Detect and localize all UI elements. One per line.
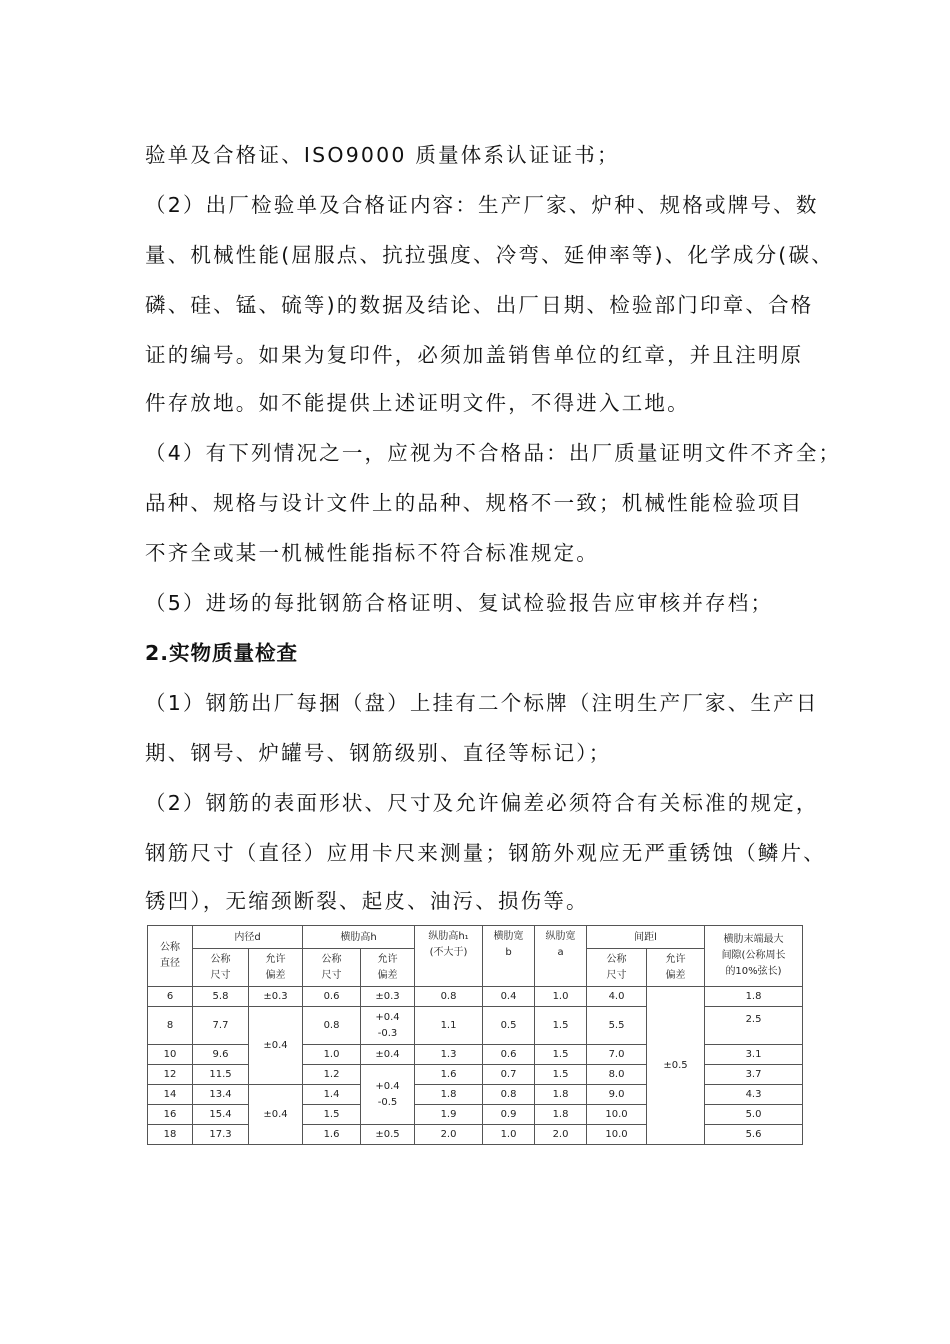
cell-diameter: 8 (148, 1007, 193, 1045)
cell-h1: 2.0 (415, 1125, 483, 1145)
cell-h1: 1.8 (415, 1085, 483, 1105)
cell-inner: 7.7 (193, 1007, 249, 1045)
cell-h: 0.6 (303, 987, 361, 1007)
header-inner-diameter: 内径d (193, 926, 303, 949)
cell-inner-tol-merged: ±0.4 (249, 1007, 303, 1085)
paragraph-line: （5）进场的每批钢筋合格证明、复试检验报告应审核并存档； (145, 591, 774, 615)
header-gap: 横肋末端最大 间隙(公称周长 的10%弦长) (705, 926, 803, 987)
cell-h: 1.2 (303, 1065, 361, 1085)
paragraph-line: 钢筋尺寸（直径）应用卡尺来测量；钢筋外观应无严重锈蚀（鳞片、 (145, 841, 826, 865)
header-tolerance: 允许 偏差 (647, 949, 705, 987)
paragraph-line: 品种、规格与设计文件上的品种、规格不一致；机械性能检验项目 (145, 491, 804, 515)
cell-h-tol: ±0.5 (361, 1125, 415, 1145)
table-row (148, 1065, 803, 1085)
cell-a: 1.5 (535, 1007, 587, 1045)
table-row (148, 1045, 803, 1065)
paragraph-line: 量、机械性能(屈服点、抗拉强度、冷弯、延伸率等)、化学成分(碳、 (145, 243, 834, 267)
cell-diameter: 6 (148, 987, 193, 1007)
cell-h: 1.5 (303, 1105, 361, 1125)
paragraph-line: 期、钢号、炉罐号、钢筋级别、直径等标记）； (145, 741, 612, 765)
cell-h1: 1.3 (415, 1045, 483, 1065)
paragraph-line: 磷、硅、锰、硫等)的数据及结论、出厂日期、检验部门印章、合格 (145, 293, 814, 317)
cell-gap: 5.0 (705, 1105, 803, 1125)
table-row (148, 987, 803, 1007)
header-nominal-size: 公称 尺寸 (587, 949, 647, 987)
cell-a: 1.8 (535, 1105, 587, 1125)
cell-gap: 2.5 (705, 1007, 803, 1045)
cell-diameter: 14 (148, 1085, 193, 1105)
cell-b: 1.0 (483, 1125, 535, 1145)
cell-a: 1.5 (535, 1065, 587, 1085)
cell-b: 0.9 (483, 1105, 535, 1125)
header-nominal-size: 公称 尺寸 (193, 949, 249, 987)
cell-b: 0.8 (483, 1085, 535, 1105)
cell-l: 4.0 (587, 987, 647, 1007)
cell-b: 0.5 (483, 1007, 535, 1045)
paragraph-line: （2）钢筋的表面形状、尺寸及允许偏差必须符合有关标准的规定， (145, 791, 819, 815)
header-tolerance: 允许 偏差 (249, 949, 303, 987)
cell-gap: 5.6 (705, 1125, 803, 1145)
cell-a: 1.5 (535, 1045, 587, 1065)
cell-h: 1.4 (303, 1085, 361, 1105)
paragraph-line: （2）出厂检验单及合格证内容：生产厂家、炉种、规格或牌号、数 (145, 193, 819, 217)
cell-diameter: 18 (148, 1125, 193, 1145)
header-tolerance: 允许 偏差 (361, 949, 415, 987)
cell-inner-tol: ±0.3 (249, 987, 303, 1007)
cell-h: 0.8 (303, 1007, 361, 1045)
cell-l: 9.0 (587, 1085, 647, 1105)
cell-l: 10.0 (587, 1105, 647, 1125)
rebar-dimension-table (147, 925, 803, 1145)
cell-gap: 4.3 (705, 1085, 803, 1105)
cell-inner: 13.4 (193, 1085, 249, 1105)
cell-gap: 3.1 (705, 1045, 803, 1065)
paragraph-line: 不齐全或某一机械性能指标不符合标准规定。 (145, 541, 599, 565)
cell-h-tol: ±0.4 (361, 1045, 415, 1065)
cell-h-tol: +0.4 -0.3 (361, 1007, 415, 1045)
cell-h1: 1.6 (415, 1065, 483, 1085)
cell-l: 7.0 (587, 1045, 647, 1065)
cell-h-tol: ±0.3 (361, 987, 415, 1007)
cell-a: 1.8 (535, 1085, 587, 1105)
paragraph-line: （1）钢筋出厂每捆（盘）上挂有二个标牌（注明生产厂家、生产日 (145, 691, 819, 715)
cell-h: 1.6 (303, 1125, 361, 1145)
header-spacing: 间距l (587, 926, 705, 949)
header-long-rib-height: 纵肋高h₁ (不大于) (415, 926, 483, 987)
cell-b: 0.7 (483, 1065, 535, 1085)
header-long-rib-width: 纵肋宽 a (535, 926, 587, 987)
cell-a: 2.0 (535, 1125, 587, 1145)
cell-l: 5.5 (587, 1007, 647, 1045)
table-row (148, 1085, 803, 1105)
header-rib-height: 横肋高h (303, 926, 415, 949)
header-nominal-size: 公称 尺寸 (303, 949, 361, 987)
cell-gap: 1.8 (705, 987, 803, 1007)
section-heading: 2.实物质量检查 (145, 641, 299, 665)
cell-b: 0.4 (483, 987, 535, 1007)
paragraph-line: 件存放地。如不能提供上述证明文件，不得进入工地。 (145, 391, 690, 415)
cell-gap: 3.7 (705, 1065, 803, 1085)
cell-inner: 9.6 (193, 1045, 249, 1065)
cell-h-tol-merged: +0.4 -0.5 (361, 1065, 415, 1125)
cell-h1: 0.8 (415, 987, 483, 1007)
cell-diameter: 16 (148, 1105, 193, 1125)
cell-inner: 17.3 (193, 1125, 249, 1145)
cell-inner: 11.5 (193, 1065, 249, 1085)
cell-diameter: 12 (148, 1065, 193, 1085)
cell-h: 1.0 (303, 1045, 361, 1065)
paragraph-line: 锈凹），无缩颈断裂、起皮、油污、损伤等。 (145, 889, 589, 913)
cell-l: 8.0 (587, 1065, 647, 1085)
cell-a: 1.0 (535, 987, 587, 1007)
cell-diameter: 10 (148, 1045, 193, 1065)
cell-h1: 1.9 (415, 1105, 483, 1125)
table-row (148, 1105, 803, 1125)
cell-inner: 5.8 (193, 987, 249, 1007)
header-rib-width: 横肋宽 b (483, 926, 535, 987)
cell-inner: 15.4 (193, 1105, 249, 1125)
paragraph-line: （4）有下列情况之一，应视为不合格品：出厂质量证明文件不齐全； (145, 441, 842, 465)
cell-l-tol-merged: ±0.5 (647, 987, 705, 1145)
paragraph-line: 验单及合格证、ISO9000 质量体系认证证书； (145, 143, 620, 167)
table-row (148, 1125, 803, 1145)
table-row (148, 1007, 803, 1045)
header-nominal-diameter: 公称 直径 (148, 926, 193, 987)
cell-l: 10.0 (587, 1125, 647, 1145)
paragraph-line: 证的编号。如果为复印件，必须加盖销售单位的红章，并且注明原 (145, 343, 804, 367)
cell-h1: 1.1 (415, 1007, 483, 1045)
cell-inner-tol-merged: ±0.4 (249, 1085, 303, 1145)
cell-b: 0.6 (483, 1045, 535, 1065)
